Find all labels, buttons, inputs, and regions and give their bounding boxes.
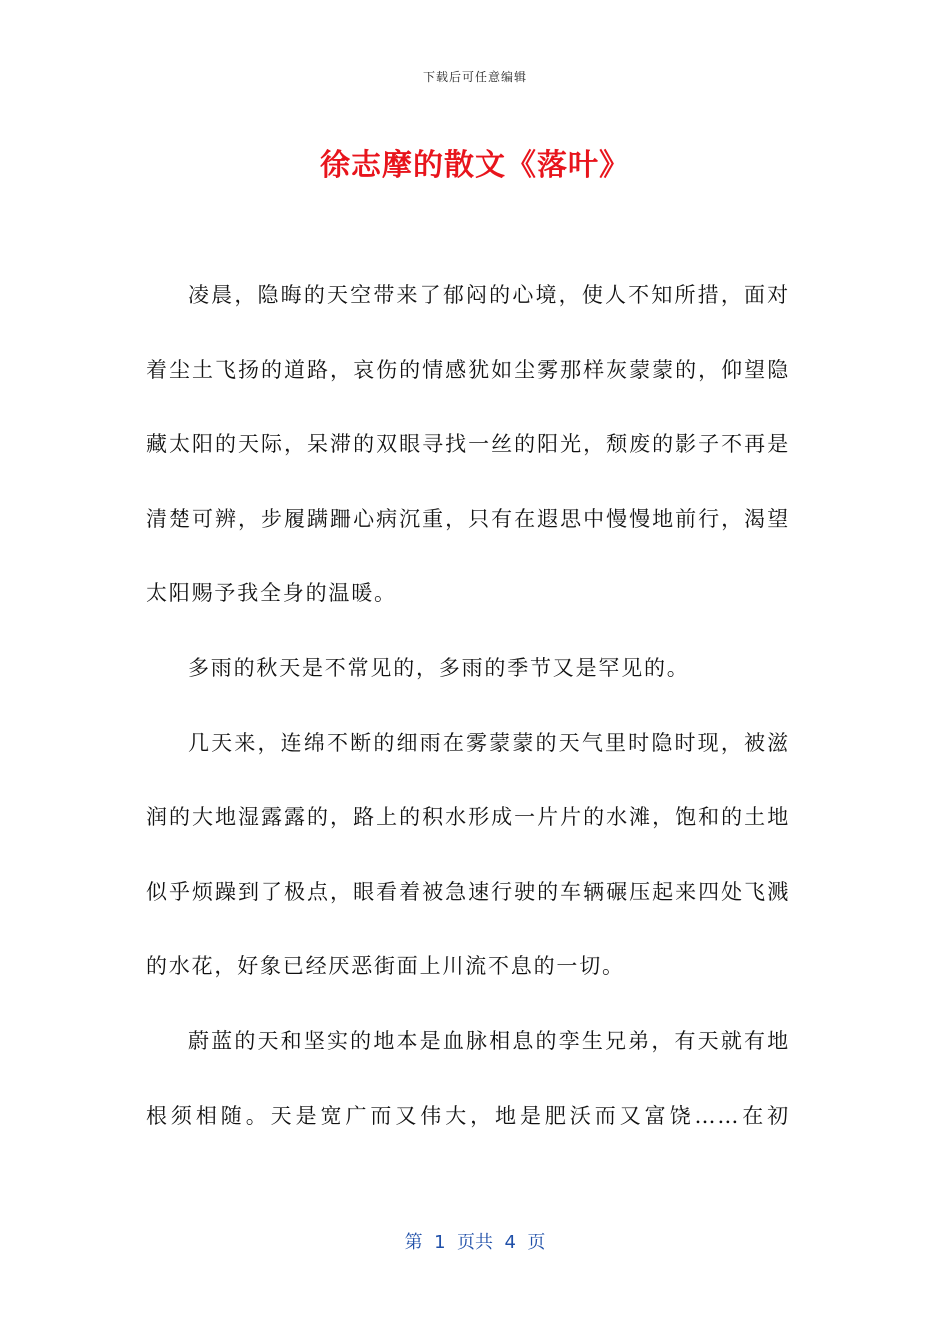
paragraph: 几天来，连绵不断的细雨在雾蒙蒙的天气里时隐时现，被滋润的大地湿露露的，路上的积水形成一片片的水滩，饱和的土地似乎烦躁到了极点，眼看着被急速行驶的车辆碾压起来四处飞溅的水花，好象已经厌恶街面上川流不息的一切。 [146, 730, 790, 979]
paragraph: 蔚蓝的天和坚实的地本是血脉相息的孪生兄弟，有天就有地根须相随。天是宽广而又伟大，地是肥沃而又富饶……在初 [146, 1028, 790, 1128]
header-note: 下载后可任意编辑 [422, 70, 527, 84]
paragraph: 多雨的秋天是不常见的，多雨的季节又是罕见的。 [188, 655, 690, 680]
page-number-footer: 第 1 页共 4 页 [404, 1232, 546, 1253]
paragraph: 凌晨，隐晦的天空带来了郁闷的心境，使人不知所措，面对着尘土飞扬的道路，哀伤的情感犹如尘雾那样灰蒙蒙的，仰望隐藏太阳的天际，呆滞的双眼寻找一丝的阳光，颓废的影子不再是清楚可辨，步履蹒跚心病沉重，只有在遐思中慢慢地前行，渴望太阳赐予我全身的温暖。 [146, 283, 790, 606]
document-title: 徐志摩的散文《落叶》 [320, 148, 630, 183]
document-body [146, 258, 790, 1153]
